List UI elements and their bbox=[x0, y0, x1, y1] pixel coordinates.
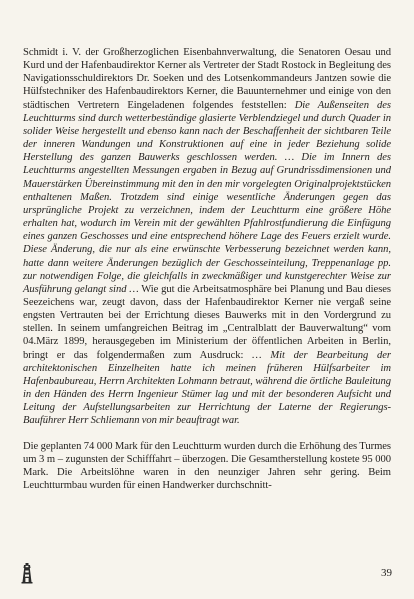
lighthouse-icon bbox=[20, 562, 34, 584]
page-number: 39 bbox=[381, 567, 392, 579]
paragraph bbox=[23, 46, 391, 428]
paragraph bbox=[23, 440, 391, 493]
quoted-centralblatt-text: … Mit der Bearbeitung der architektonischen Einzelheiten hatte ich meinen früheren Hülfsarbeiter im Hafenbaubureau, Herrn Architekten Lohmann betraut, während die örtliche Bauleitung in den Händen des Herrn Ingenieur Stümer lag und mit der besonderen Aufsicht und Leitung der Aufstellungsarbeiten zur Herrichtung der Laterne der Regierungs-Bauführer Herr Schliemann von mir beauftragt war. bbox=[23, 349, 391, 427]
body-text bbox=[23, 46, 391, 492]
text-segment: Schmidt i. V. der Großherzoglichen Eisenbahnverwaltung, die Senatoren Oesau und Kurd und der Hafenbaudirektor Kerner als Vertreter der Stadt Rostock in Begleitung des Navigationsschuldirektors Dr. Soeken und des Lotsenkommandeurs Jantzen sowie die Hülfstechniker des Hafenbaudirektors Kerner, die Bauunternehmer und einige von den städtischen Vertretern Eingeladenen folgendes feststellen: bbox=[23, 47, 391, 111]
quoted-report-text: Die Außenseiten des Leuchtturms sind durch wetterbeständige glasierte Verblendziegel und durch Quader in solider Weise hergestellt und ebenso kann nach der Beschaffenheit der sichtbaren Teile der inneren Wandungen und Konstruktionen auf eine in jeder Beziehung solide Herstellung des ganzen Bauwerks geschlossen werden. … Die im Innern des Leuchtturms angestellten Messungen ergaben in Bezug auf Grundrissdimensionen und Mauerstärken Übereinstimmung mit den in den mir vorgelegten Originalprojektstücken enthaltenen Maßen. Trotzdem sind einige wesentliche Änderungen gegen das ursprüngliche Projekt zu verzeichnen, indem der Leuchtturm eine größere Höhe erhalten hat, wodurch im Verein mit der gewählten Pfahlrostfundierung die Einfügung eines ganzen Geschosses und eine entsprechend höhere Lage des Feuers erzielt wurde. Diese Änderung, die nur als eine erwünschte Verbesserung bezeichnet werden kann, hatte dann weitere Änderungen bezüglich der Geschosseinteilung, Treppenanlage pp. zur notwendigen Folge, die gleichfalls in zweckmäßiger und kunstgerechter Weise zur Ausführung gelangt sind … bbox=[23, 99, 392, 295]
text-segment: Wie gut die Arbeitsatmosphäre bei Planung und Bau dieses Seezeichens war, zeugt davon, dass der Hafenbaudirektor Kerner nie vergaß seine engsten Vertrauten bei der Errichtung dieses Bauwerks mit in den Vordergrund zu stellen. In seinem umfangreichen Beitrag im „Centralblatt der Bauverwaltung“ vom 04.März 1899, herausgegeben im Ministerium der öffentlichen Arbeiten in Berlin, bringt er das folgendermaßen zum Ausdruck: bbox=[23, 283, 391, 361]
text-segment: Die geplanten 74 000 Mark für den Leuchtturm wurden durch die Erhöhung des Turmes um 3 m – zugunsten der Schifffahrt – überzogen. Die Gesamtherstellung kostete 95 000 Mark. Die Arbeitslöhne waren in den neunziger Jahren sehr gering. Beim Leuchtturmbau wurden für einen Handwerker durchschnitt- bbox=[23, 440, 391, 491]
